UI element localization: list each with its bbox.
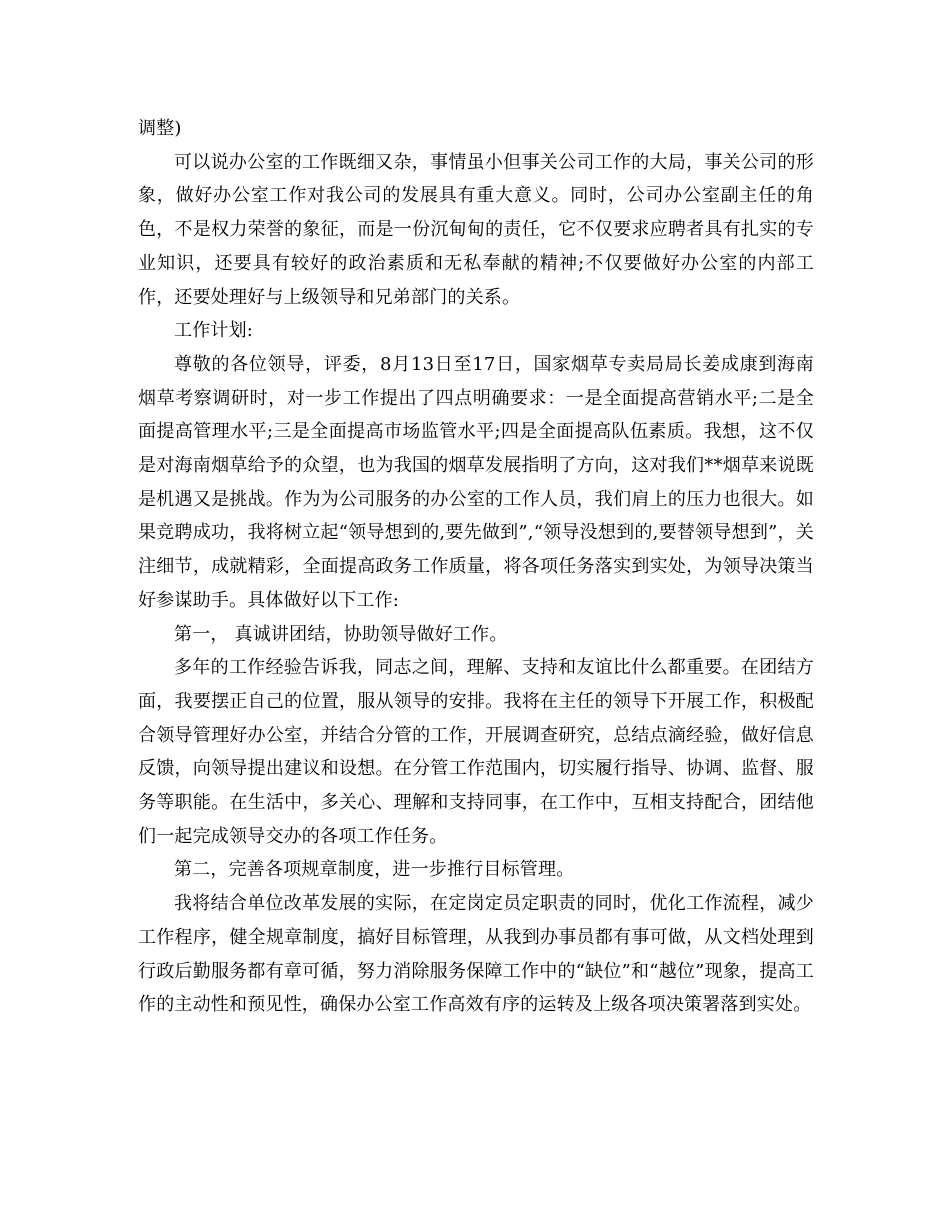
document-page — [138, 112, 814, 1022]
paragraph-continuation: 调整) — [138, 118, 182, 139]
paragraph-point-one-heading: 第一， 真诚讲团结，协助领导做好工作。 — [174, 623, 508, 645]
paragraph-requirements: 尊敬的各位领导，评委，8月13日至17日，国家烟草专卖局局长姜成康到海南烟草考察调研时，对一步工作提出了四点明确要求：一是全面提高营销水平;二是全面提高管理水平;三是全面提高市场监管水平;四是全面提高队伍素质。我想，这不仅是对海南烟草给予的众望，也为我国的烟草发展指明了方向，这对我们**烟草来说既是机遇又是挑战。作为为公司服务的办公室的工作人员，我们肩上的压力也很大。如果竞聘成功，我将树立起“领导想到的,要先做到”,“领导没想到的,要替领导想到”，关注细节，成就精彩，全面提高政务工作质量，将各项任务落实到实处，为领导决策当好参谋助手。具体做好以下工作: — [138, 353, 814, 611]
paragraph-office-importance: 可以说办公室的工作既细又杂，事情虽小但事关公司工作的大局，事关公司的形象，做好办公室工作对我公司的发展具有重大意义。同时，公司办公室副主任的角色，不是权力荣誉的象征，而是一份沉甸甸的责任，它不仅要求应聘者具有扎实的专业知识，还要具有较好的政治素质和无私奉献的精神;不仅要做好办公室的内部工作，还要处理好与上级领导和兄弟部门的关系。 — [138, 151, 814, 308]
paragraph-point-one-body: 多年的工作经验告诉我，同志之间，理解、支持和友谊比什么都重要。在团结方面，我要摆正自己的位置，服从领导的安排。我将在主任的领导下开展工作，积极配合领导管理好办公室，并结合分管的工作，开展调查研究，总结点滴经验，做好信息反馈，向领导提出建议和设想。在分管工作范围内，切实履行指导、协调、监督、服务等职能。在生活中，多关心、理解和支持同事，在工作中，互相支持配合，团结他们一起完成领导交办的各项工作任务。 — [138, 657, 814, 847]
paragraph-point-two-body: 我将结合单位改革发展的实际，在定岗定员定职责的同时，优化工作流程，减少工作程序，健全规章制度，搞好目标管理，从我到办事员都有事可做，从文档处理到行政后勤服务都有章可循，努力消除服务保障工作中的“缺位”和“越位”现象，提高工作的主动性和预见性，确保办公室工作高效有序的运转及上级各项决策署落到实处。 — [138, 893, 814, 1016]
paragraph-work-plan-heading: 工作计划: — [174, 320, 254, 342]
paragraph-point-two-heading: 第二，完善各项规章制度，进一步推行目标管理。 — [174, 859, 575, 881]
